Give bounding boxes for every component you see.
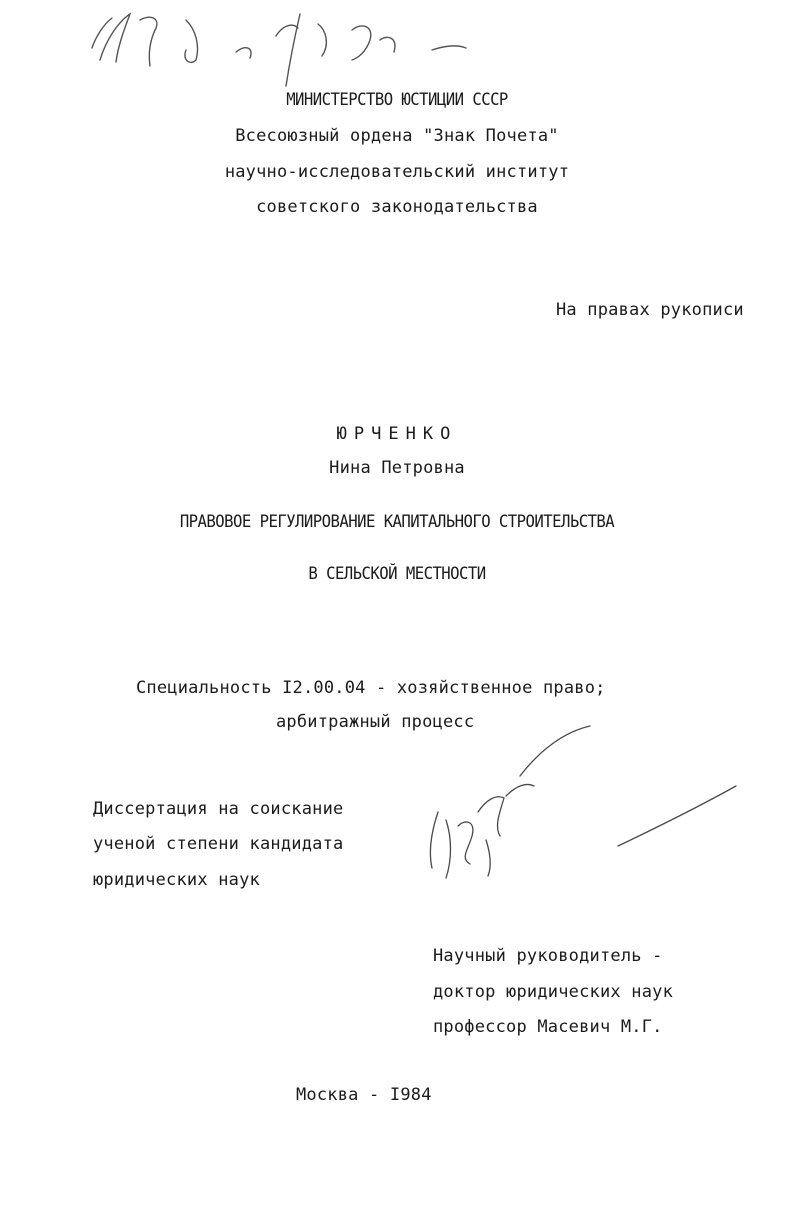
dissertation-purpose-line-3: юридических наук (93, 870, 260, 890)
supervisor-line-3: профессор Масевич М.Г. (433, 1017, 663, 1037)
institute-line-2: научно-исследовательский институт (224, 162, 570, 182)
ministry-heading: МИНИСТЕРСТВО ЮСТИЦИИ СССР (286, 90, 508, 110)
institute-line-3: советского законодательства (256, 197, 538, 217)
supervisor-line-1: Научный руководитель - (433, 946, 663, 966)
dissertation-purpose-line-1: Диссертация на соискание (93, 799, 344, 819)
dissertation-purpose-line-2: ученой степени кандидата (93, 834, 344, 854)
supervisor-line-2: доктор юридических наук (433, 982, 674, 1002)
city-year: Москва - I984 (296, 1085, 432, 1105)
manuscript-note: На правах рукописи (556, 300, 744, 320)
author-name: Нина Петровна (329, 458, 465, 478)
specialty-line-1: Специальность I2.00.04 - хозяйственное право; (136, 678, 606, 698)
institute-line-1: Всесоюзный ордена "Знак Почета" (235, 126, 559, 146)
dissertation-title-line-1: ПРАВОВОЕ РЕГУЛИРОВАНИЕ КАПИТАЛЬНОГО СТРОИТЕЛЬСТВА (179, 512, 615, 532)
dissertation-title-line-2: В СЕЛЬСКОЙ МЕСТНОСТИ (308, 564, 486, 584)
specialty-line-2: арбитражный процесс (276, 712, 475, 732)
author-surname: ЮРЧЕНКО (336, 424, 458, 444)
